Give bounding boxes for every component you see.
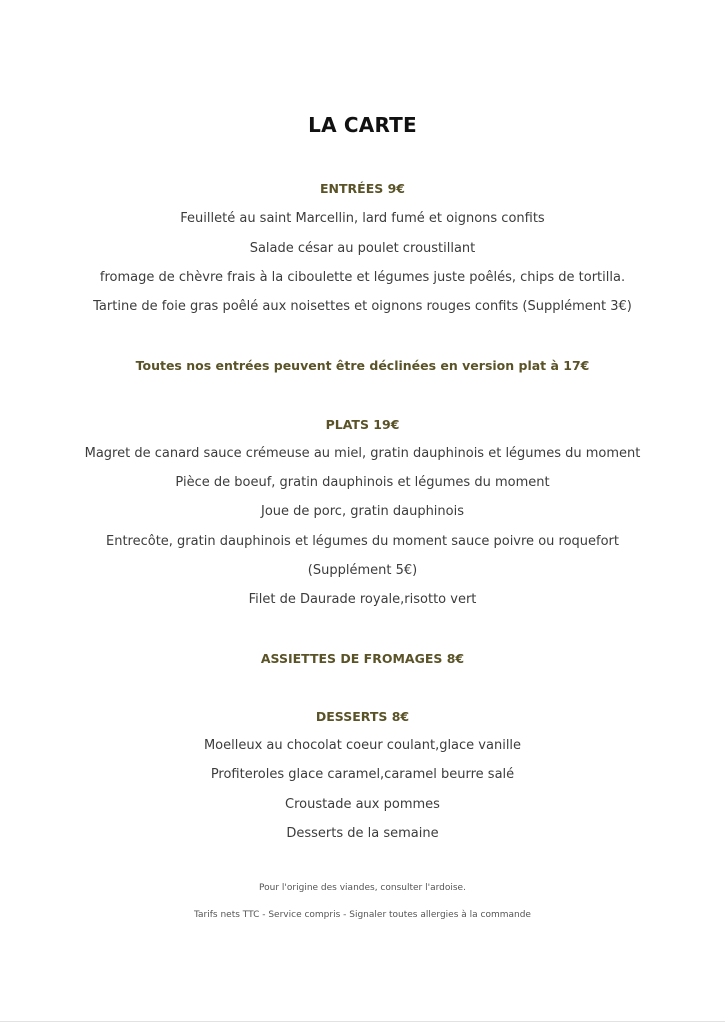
footer-tarifs-note: Tarifs nets TTC - Service compris - Signaler toutes allergies à la commande xyxy=(194,910,531,920)
dessert-item: Profiteroles glace caramel,caramel beurre salé xyxy=(210,767,515,782)
entree-item: Salade césar au poulet croustillant xyxy=(249,241,476,256)
plat-item: Entrecôte, gratin dauphinois et légumes du moment sauce poivre ou roquefort xyxy=(105,534,619,549)
plat-item: Magret de canard sauce crémeuse au miel, gratin dauphinois et légumes du moment xyxy=(84,446,641,461)
plat-item: Pièce de boeuf, gratin dauphinois et légumes du moment xyxy=(175,475,550,490)
entree-item: Tartine de foie gras poêlé aux noisettes et oignons rouges confits (Supplément 3€) xyxy=(93,299,632,314)
plat-item: Filet de Daurade royale,risotto vert xyxy=(248,592,477,607)
section-heading-desserts: DESSERTS 8€ xyxy=(315,709,410,724)
menu-title: LA CARTE xyxy=(308,113,417,137)
plat-item: Joue de porc, gratin dauphinois xyxy=(261,504,464,519)
section-heading-plats: PLATS 19€ xyxy=(325,417,400,432)
dessert-item: Moelleux au chocolat coeur coulant,glace vanille xyxy=(203,738,522,753)
plat-item: (Supplément 5€) xyxy=(307,563,418,578)
dessert-item: Desserts de la semaine xyxy=(286,826,439,841)
section-heading-fromages: ASSIETTES DE FROMAGES 8€ xyxy=(260,651,465,666)
section-heading-entrees: ENTRÉES 9€ xyxy=(320,181,405,196)
entree-item: Feuilleté au saint Marcellin, lard fumé et oignons confits xyxy=(180,211,545,226)
footer-origin-note: Pour l'origine des viandes, consulter l'ardoise. xyxy=(259,883,466,893)
entrees-plat-note: Toutes nos entrées peuvent être déclinées en version plat à 17€ xyxy=(135,358,590,373)
entree-item: fromage de chèvre frais à la ciboulette et légumes juste poêlés, chips de tortilla. xyxy=(99,270,626,285)
dessert-item: Croustade aux pommes xyxy=(285,797,440,812)
